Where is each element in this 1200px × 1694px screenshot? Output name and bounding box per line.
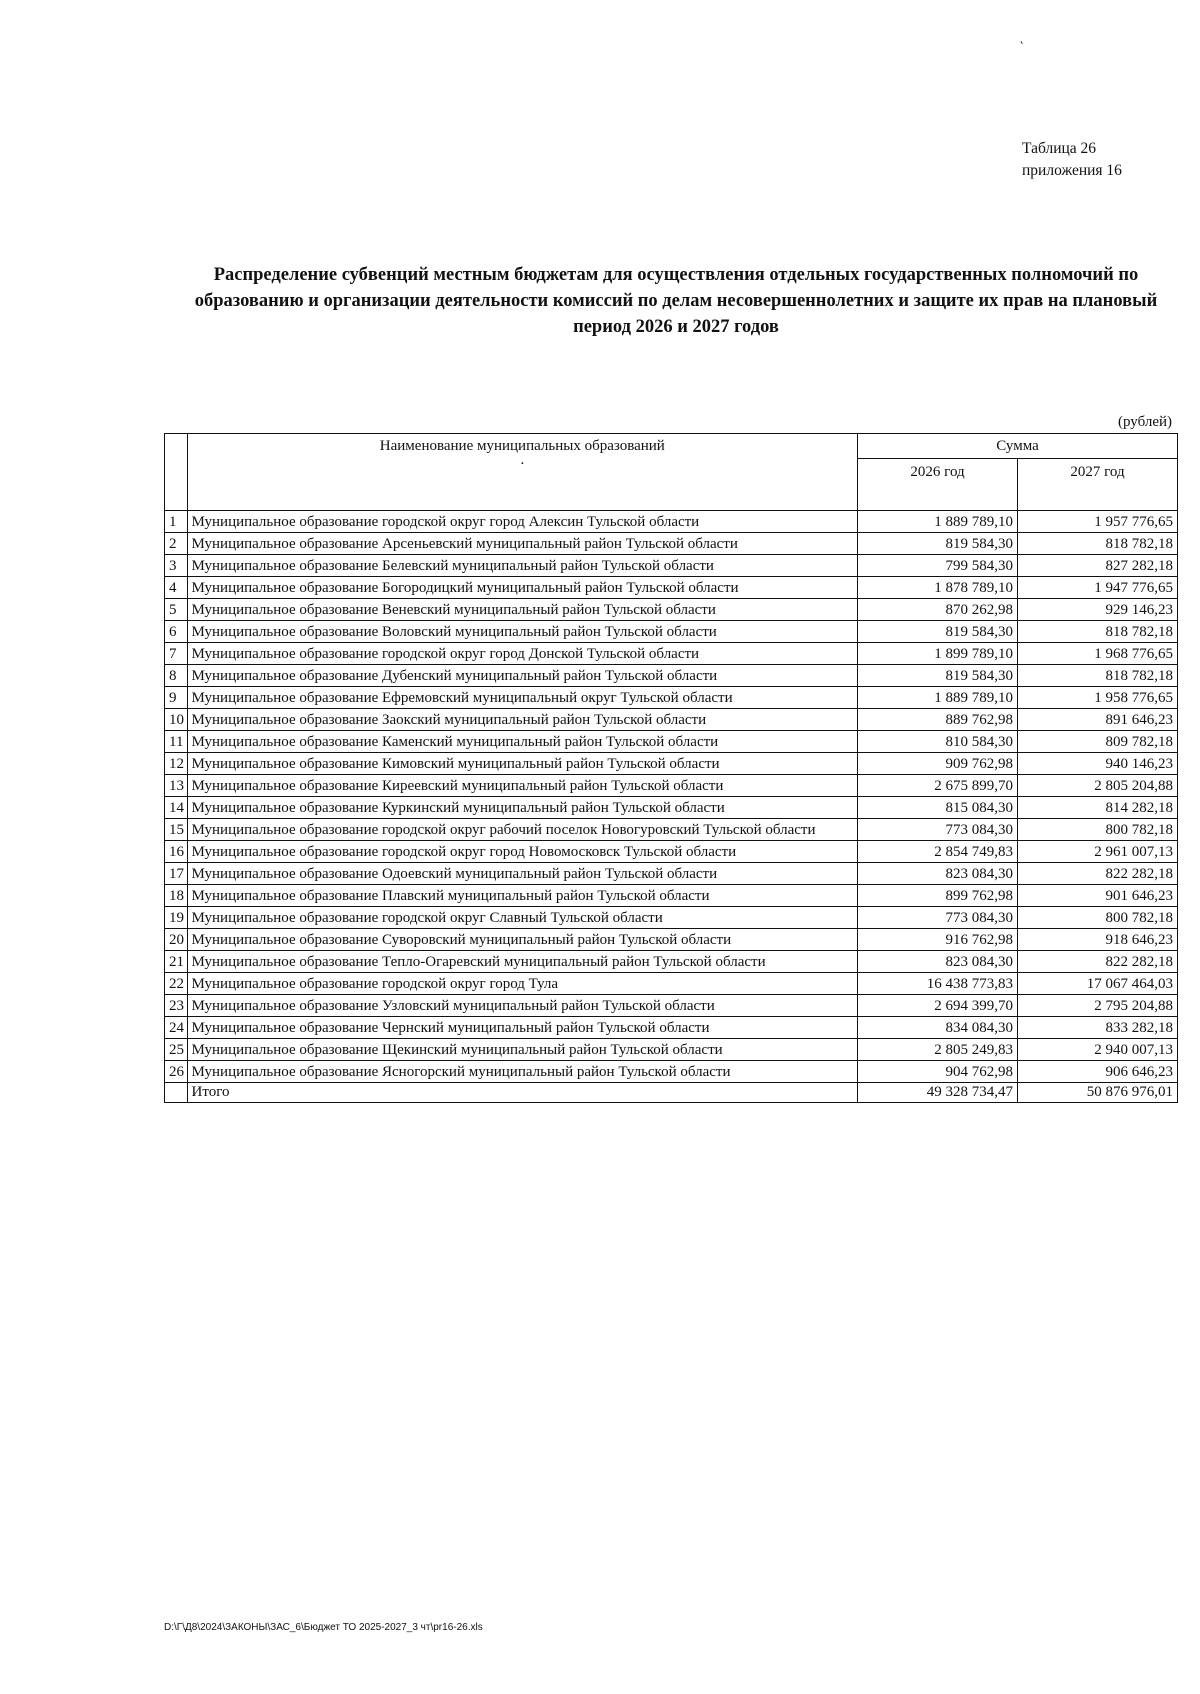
- row-name: Муниципальное образование Воловский муниципальный район Тульской области: [187, 621, 858, 643]
- row-2026-value: 819 584,30: [858, 665, 1018, 687]
- row-2027-value: 918 646,23: [1018, 929, 1178, 951]
- row-2026-value: 1 899 789,10: [858, 643, 1018, 665]
- row-number: 6: [165, 621, 188, 643]
- row-2027-value: 1 957 776,65: [1018, 511, 1178, 533]
- table-row: [165, 709, 1178, 731]
- total-row: [165, 1083, 1178, 1103]
- row-2027-value: 1 947 776,65: [1018, 577, 1178, 599]
- header-dot: ·: [519, 456, 525, 472]
- row-name: Муниципальное образование Куркинский муниципальный район Тульской области: [187, 797, 858, 819]
- row-name: Муниципальное образование Арсеньевский муниципальный район Тульской области: [187, 533, 858, 555]
- row-2026-value: 870 262,98: [858, 599, 1018, 621]
- row-2027-value: 818 782,18: [1018, 665, 1178, 687]
- row-number: 10: [165, 709, 188, 731]
- row-name: Муниципальное образование городской округ город Алексин Тульской области: [187, 511, 858, 533]
- table-row: [165, 841, 1178, 863]
- row-name: Муниципальное образование Богородицкий муниципальный район Тульской области: [187, 577, 858, 599]
- table-row: [165, 885, 1178, 907]
- row-2026-value: 2 854 749,83: [858, 841, 1018, 863]
- row-number: 26: [165, 1061, 188, 1083]
- row-2027-value: 17 067 464,03: [1018, 973, 1178, 995]
- table-row: [165, 621, 1178, 643]
- row-2026-value: 889 762,98: [858, 709, 1018, 731]
- row-name: Муниципальное образование городской округ город Донской Тульской области: [187, 643, 858, 665]
- table-reference: [1022, 138, 1122, 182]
- row-2026-value: 2 675 899,70: [858, 775, 1018, 797]
- row-2026-value: 810 584,30: [858, 731, 1018, 753]
- table-header-row: [165, 434, 1178, 459]
- row-2027-value: 2 795 204,88: [1018, 995, 1178, 1017]
- row-name: Муниципальное образование городской округ рабочий поселок Новогуровский Тульской области: [187, 819, 858, 841]
- row-2027-value: 809 782,18: [1018, 731, 1178, 753]
- row-name: Муниципальное образование Киреевский муниципальный район Тульской области: [187, 775, 858, 797]
- row-number: 16: [165, 841, 188, 863]
- table-row: [165, 511, 1178, 533]
- table-row: [165, 951, 1178, 973]
- row-number: 9: [165, 687, 188, 709]
- header-name-cell: [187, 434, 858, 511]
- row-name: Муниципальное образование городской округ город Новомосковск Тульской области: [187, 841, 858, 863]
- file-path-footer: D:\Г\Д8\2024\ЗАКОНЫ\ЗАС_6\Бюджет ТО 2025-2027_3 чт\pr16-26.xls: [164, 1622, 483, 1633]
- row-2026-value: 823 084,30: [858, 951, 1018, 973]
- row-2026-value: 1 889 789,10: [858, 687, 1018, 709]
- subvention-table: [164, 433, 1178, 1103]
- row-number: 24: [165, 1017, 188, 1039]
- row-2026-value: 904 762,98: [858, 1061, 1018, 1083]
- row-2026-value: 1 889 789,10: [858, 511, 1018, 533]
- row-2026-value: 2 694 399,70: [858, 995, 1018, 1017]
- row-number: 21: [165, 951, 188, 973]
- appendix-label: приложения 16: [1022, 162, 1122, 179]
- header-2026-cell: 2026 год: [858, 459, 1018, 511]
- table-row: [165, 753, 1178, 775]
- document-title: Распределение субвенций местным бюджетам для осуществления отдельных государственных полномочий по образованию и организации деятельности комиссий по делам несовершеннолетних и защите их прав на плановый период 2026 и 2027 годов: [194, 265, 1158, 337]
- table-row: [165, 907, 1178, 929]
- table-row: [165, 1061, 1178, 1083]
- row-2026-value: 909 762,98: [858, 753, 1018, 775]
- row-2027-value: 818 782,18: [1018, 533, 1178, 555]
- row-2027-value: 822 282,18: [1018, 951, 1178, 973]
- table-row: [165, 533, 1178, 555]
- row-number: 4: [165, 577, 188, 599]
- row-number: 25: [165, 1039, 188, 1061]
- row-2027-value: 901 646,23: [1018, 885, 1178, 907]
- row-2026-value: 2 805 249,83: [858, 1039, 1018, 1061]
- row-2027-value: 822 282,18: [1018, 863, 1178, 885]
- total-2027: 50 876 976,01: [1018, 1083, 1178, 1103]
- total-number-cell: [165, 1083, 188, 1103]
- table-row: [165, 797, 1178, 819]
- table-label: Таблица 26: [1022, 140, 1097, 157]
- table-row: [165, 643, 1178, 665]
- row-2026-value: 834 084,30: [858, 1017, 1018, 1039]
- row-number: 3: [165, 555, 188, 577]
- row-2027-value: 827 282,18: [1018, 555, 1178, 577]
- total-2026: 49 328 734,47: [858, 1083, 1018, 1103]
- row-2027-value: 1 968 776,65: [1018, 643, 1178, 665]
- header-2027-cell: 2027 год: [1018, 459, 1178, 511]
- row-2027-value: 2 961 007,13: [1018, 841, 1178, 863]
- table-row: [165, 577, 1178, 599]
- table-row: [165, 995, 1178, 1017]
- row-2027-value: 833 282,18: [1018, 1017, 1178, 1039]
- row-2027-value: 818 782,18: [1018, 621, 1178, 643]
- total-label: Итого: [187, 1083, 858, 1103]
- row-name: Муниципальное образование Белевский муниципальный район Тульской области: [187, 555, 858, 577]
- row-name: Муниципальное образование Плавский муниципальный район Тульской области: [187, 885, 858, 907]
- table-row: [165, 665, 1178, 687]
- row-2026-value: 899 762,98: [858, 885, 1018, 907]
- row-name: Муниципальное образование Веневский муниципальный район Тульской области: [187, 599, 858, 621]
- header-name-label: Наименование муниципальных образований: [379, 438, 665, 454]
- row-name: Муниципальное образование Каменский муниципальный район Тульской области: [187, 731, 858, 753]
- row-name: Муниципальное образование Щекинский муниципальный район Тульской области: [187, 1039, 858, 1061]
- row-number: 11: [165, 731, 188, 753]
- row-name: Муниципальное образование Ефремовский муниципальный округ Тульской области: [187, 687, 858, 709]
- table-row: [165, 775, 1178, 797]
- row-number: 19: [165, 907, 188, 929]
- row-number: 17: [165, 863, 188, 885]
- row-2026-value: 823 084,30: [858, 863, 1018, 885]
- row-2026-value: 1 878 789,10: [858, 577, 1018, 599]
- row-2027-value: 800 782,18: [1018, 819, 1178, 841]
- table-row: [165, 929, 1178, 951]
- header-number-cell: [165, 434, 188, 511]
- scan-mark: ˛: [1020, 30, 1024, 44]
- row-2027-value: 2 940 007,13: [1018, 1039, 1178, 1061]
- row-2026-value: 799 584,30: [858, 555, 1018, 577]
- row-number: 8: [165, 665, 188, 687]
- table-body: [165, 511, 1178, 1083]
- table-row: [165, 973, 1178, 995]
- unit-label: (рублей): [1118, 414, 1173, 430]
- row-2026-value: 819 584,30: [858, 533, 1018, 555]
- row-number: 1: [165, 511, 188, 533]
- table-row: [165, 1017, 1178, 1039]
- row-2026-value: 815 084,30: [858, 797, 1018, 819]
- row-2027-value: 891 646,23: [1018, 709, 1178, 731]
- row-name: Муниципальное образование Заокский муниципальный район Тульской области: [187, 709, 858, 731]
- row-2026-value: 819 584,30: [858, 621, 1018, 643]
- row-2026-value: 916 762,98: [858, 929, 1018, 951]
- row-2027-value: 2 805 204,88: [1018, 775, 1178, 797]
- row-2026-value: 773 084,30: [858, 819, 1018, 841]
- row-number: 14: [165, 797, 188, 819]
- row-name: Муниципальное образование Чернский муниципальный район Тульской области: [187, 1017, 858, 1039]
- row-number: 18: [165, 885, 188, 907]
- row-2027-value: 1 958 776,65: [1018, 687, 1178, 709]
- header-sum-cell: Сумма: [858, 434, 1178, 459]
- row-2027-value: 906 646,23: [1018, 1061, 1178, 1083]
- row-2027-value: 800 782,18: [1018, 907, 1178, 929]
- table-row: [165, 687, 1178, 709]
- row-name: Муниципальное образование городской округ Славный Тульской области: [187, 907, 858, 929]
- row-number: 15: [165, 819, 188, 841]
- row-number: 2: [165, 533, 188, 555]
- table-row: [165, 555, 1178, 577]
- table-row: [165, 731, 1178, 753]
- row-2026-value: 773 084,30: [858, 907, 1018, 929]
- table-row: [165, 863, 1178, 885]
- table-row: [165, 819, 1178, 841]
- row-2026-value: 16 438 773,83: [858, 973, 1018, 995]
- row-number: 20: [165, 929, 188, 951]
- row-name: Муниципальное образование Кимовский муниципальный район Тульской области: [187, 753, 858, 775]
- row-name: Муниципальное образование Суворовский муниципальный район Тульской области: [187, 929, 858, 951]
- row-name: Муниципальное образование Одоевский муниципальный район Тульской области: [187, 863, 858, 885]
- row-number: 23: [165, 995, 188, 1017]
- row-number: 13: [165, 775, 188, 797]
- row-number: 12: [165, 753, 188, 775]
- row-number: 5: [165, 599, 188, 621]
- row-2027-value: 814 282,18: [1018, 797, 1178, 819]
- table-row: [165, 599, 1178, 621]
- row-2027-value: 940 146,23: [1018, 753, 1178, 775]
- table-row: [165, 1039, 1178, 1061]
- row-name: Муниципальное образование Дубенский муниципальный район Тульской области: [187, 665, 858, 687]
- row-name: Муниципальное образование Ясногорский муниципальный район Тульской области: [187, 1061, 858, 1083]
- row-number: 22: [165, 973, 188, 995]
- row-number: 7: [165, 643, 188, 665]
- row-name: Муниципальное образование Узловский муниципальный район Тульской области: [187, 995, 858, 1017]
- row-2027-value: 929 146,23: [1018, 599, 1178, 621]
- row-name: Муниципальное образование городской округ город Тула: [187, 973, 858, 995]
- row-name: Муниципальное образование Тепло-Огаревский муниципальный район Тульской области: [187, 951, 858, 973]
